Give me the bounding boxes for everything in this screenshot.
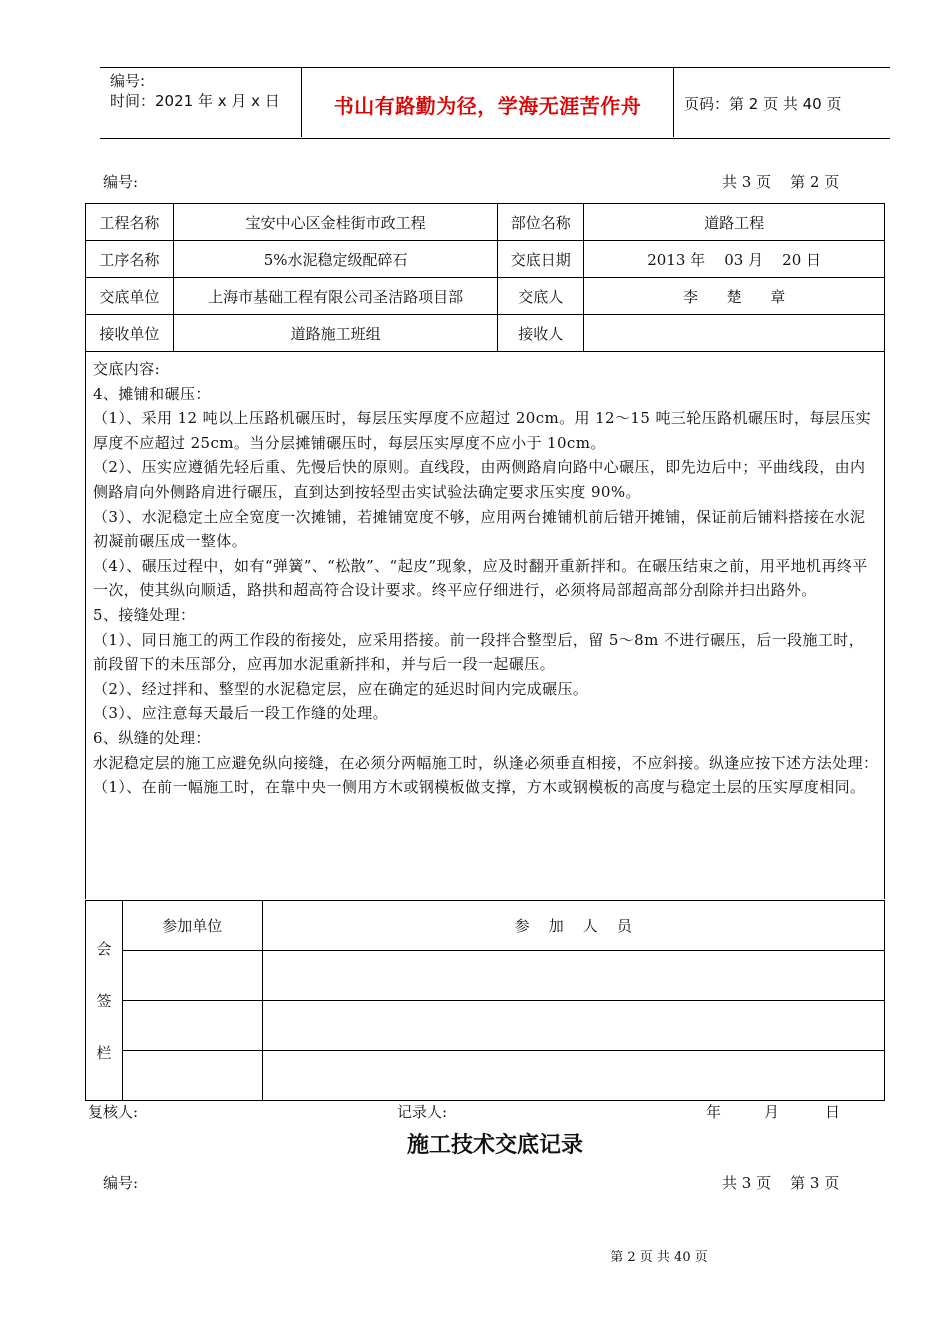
receiver-label: 接收人: [498, 315, 584, 352]
table-row: [86, 241, 885, 278]
content-line: （3）、水泥稳定土应全宽度一次摊铺，若摊铺宽度不够，应用两台摊铺机前后错开摊铺，保证前后铺料搭接在水泥初凝前碾压成一整体。: [93, 507, 866, 551]
reviewer-label: 复核人:: [88, 1103, 139, 1121]
handover-unit-value: 上海市基础工程有限公司圣洁路项目部: [173, 278, 497, 315]
table-row: [86, 951, 885, 1001]
recorder-label: 记录人:: [397, 1103, 448, 1121]
process-name-value: 5%水泥稳定级配碎石: [173, 241, 497, 278]
content-line: （2）、压实应遵循先轻后重、先慢后快的原则。直线段，由两侧路肩向路中心碾压，即先边后中；平曲线段，由内侧路肩向外侧路肩进行碾压，直到达到按轻型击实试验法确定要求压实度 90%。: [93, 458, 866, 501]
people-header: 参 加 人 员: [262, 901, 884, 951]
receiver-unit-label: 接收单位: [86, 315, 174, 352]
handover-person-label: 交底人: [498, 278, 584, 315]
header-motto: 书山有路勤为径，学海无涯苦作舟: [333, 94, 642, 118]
info-table: [85, 203, 885, 352]
handover-unit-label: 交底单位: [86, 278, 174, 315]
process-name-label: 工序名称: [86, 241, 174, 278]
header-page-code: 页码：第 2 页 共 40 页: [684, 95, 842, 113]
content-line: （2）、经过拌和、整型的水泥稳定层，应在确定的延迟时间内完成碾压。: [93, 679, 589, 698]
sign-unit-cell[interactable]: [122, 1051, 262, 1101]
year-label: 年: [706, 1103, 722, 1121]
content-line: 水泥稳定层的施工应避免纵向接缝，在必须分两幅施工时，纵逢必须垂直相接，不应斜接。纵逢应按下述方法处理：: [93, 753, 879, 772]
unit-header: 参加单位: [122, 901, 262, 951]
sign-side-char: 栏: [96, 1043, 112, 1062]
handover-date-value: 2013 年 03 月 20 日: [584, 241, 885, 278]
content-line: （1）、同日施工的两工作段的衔接处，应采用搭接。前一段拌合整型后，留 5～8m 不进行碾压，后一段施工时，前段留下的未压部分，应再加水泥重新拌和，并与后一段一起碾压。: [93, 630, 865, 674]
next-page-title: 施工技术交底记录: [406, 1132, 583, 1158]
content-line: 4、摊铺和碾压：: [93, 384, 211, 403]
part-name-label: 部位名称: [498, 204, 584, 241]
doc-page-count: 共 3 页 第 2 页: [722, 173, 840, 191]
sign-people-cell[interactable]: [262, 1051, 884, 1101]
table-row: [86, 315, 885, 352]
handover-date-label: 交底日期: [498, 241, 584, 278]
table-row: [86, 278, 885, 315]
table-row: [86, 1001, 885, 1051]
header-number-label: 编号:: [110, 72, 146, 90]
header-time: 时间：2021 年 x 月 x 日: [110, 92, 280, 110]
next-number-label: 编号:: [103, 1174, 139, 1192]
content-line: 交底内容:: [93, 360, 161, 378]
sign-side-label: [86, 901, 123, 1101]
content-line: 6、纵缝的处理：: [93, 728, 211, 747]
day-label: 日: [825, 1103, 841, 1121]
sign-unit-cell[interactable]: [122, 1001, 262, 1051]
doc-number-label: 编号:: [103, 173, 139, 191]
content-line: （1）、采用 12 吨以上压路机碾压时，每层压实厚度不应超过 20cm。用 12～15 吨三轮压路机碾压时，每层压实厚度不应超过 25cm。当分层摊铺碾压时，每层压实厚度不应小于 10cm。: [93, 409, 872, 452]
sign-people-cell[interactable]: [262, 1001, 884, 1051]
header-divider: [673, 67, 674, 137]
content-line: 5、接缝处理：: [93, 605, 196, 624]
table-row: [86, 901, 885, 951]
sign-unit-cell[interactable]: [122, 951, 262, 1001]
handover-content: [93, 357, 879, 800]
receiver-value: [584, 315, 885, 352]
project-name-value: 宝安中心区金桂街市政工程: [173, 204, 497, 241]
table-row: [86, 204, 885, 241]
sign-side-char: 签: [96, 991, 112, 1010]
table-row: [86, 1051, 885, 1101]
part-name-value: 道路工程: [584, 204, 885, 241]
handover-person-value: 李 楚 章: [584, 278, 885, 315]
next-page-count: 共 3 页 第 3 页: [722, 1174, 840, 1192]
page-footer: 第 2 页 共 40 页: [610, 1250, 708, 1265]
month-label: 月: [764, 1103, 780, 1121]
project-name-label: 工程名称: [86, 204, 174, 241]
content-line: （1）、在前一幅施工时，在靠中央一侧用方木或钢模板做支撑，方木或钢模板的高度与稳定土层的压实厚度相同。: [93, 778, 866, 797]
content-line: （3）、应注意每天最后一段工作缝的处理。: [93, 704, 389, 723]
receiver-unit-value: 道路施工班组: [173, 315, 497, 352]
sign-people-cell[interactable]: [262, 951, 884, 1001]
sign-side-char: 会: [96, 939, 112, 958]
sign-table: [85, 900, 885, 1101]
content-line: （4）、碾压过程中，如有“弹簧”、“松散”、“起皮”现象，应及时翻开重新拌和。在碾压结束之前，用平地机再终平一次，使其纵向顺适，路拱和超高符合设计要求。终平应仔细进行，必须将局部超高部分刮除并扫出路外。: [93, 556, 868, 600]
header-left: [110, 71, 280, 111]
